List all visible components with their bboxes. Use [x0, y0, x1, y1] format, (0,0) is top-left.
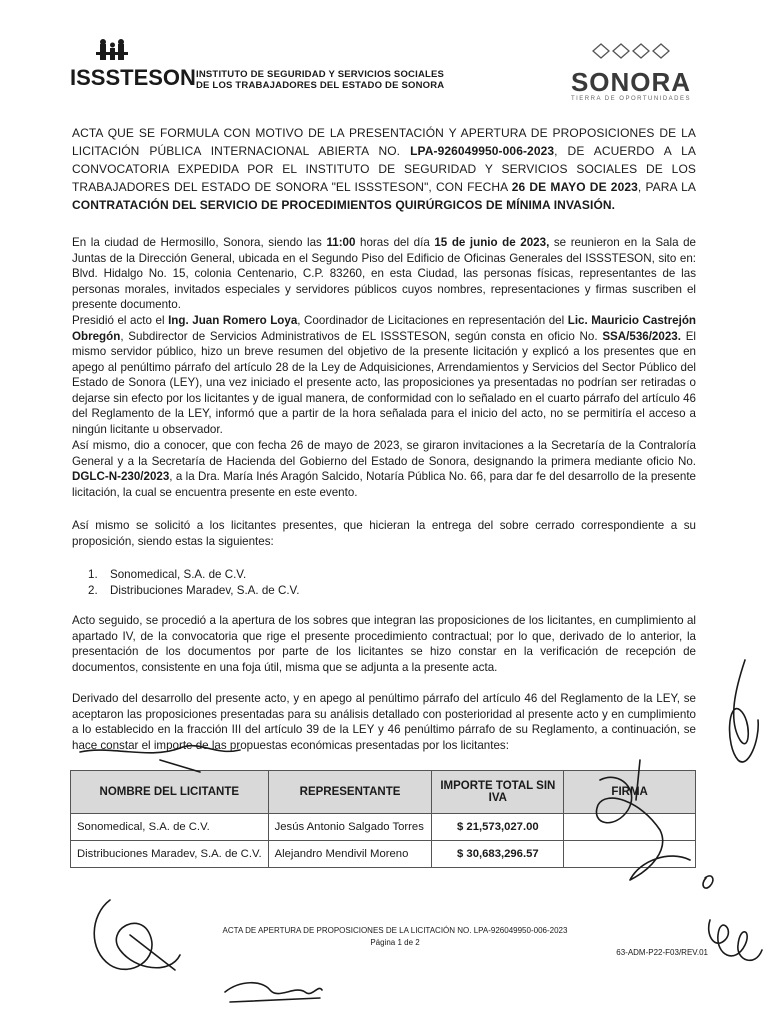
document-title: ACTA QUE SE FORMULA CON MOTIVO DE LA PRESENTACIÓN Y APERTURA DE PROPOSICIONES DE LA LICITACIÓN PÚBLICA INTERNACIONAL ABIERTA NO. LPA-926049950-006-2023, DE ACUERDO A LA CONVOCATORIA EXPEDIDA POR EL INSTITUTO DE SEGURIDAD Y SERVICIOS SOCIALES DE LOS TRABAJADORES DEL ESTADO DE SONORA "EL ISSSTESON", CON FECHA 26 DE MAYO DE 2023, PARA LA CONTRATACIÓN DEL SERVICIO DE PROCEDIMIENTOS QUIRÚRGICOS DE MÍNIMA INVASIÓN. — [72, 126, 696, 212]
column-header: IMPORTE TOTAL SIN IVA — [432, 771, 564, 814]
column-header: REPRESENTANTE — [268, 771, 432, 814]
document-code: 63-ADM-P22-F03/REV.01 — [616, 948, 708, 957]
list-item: 1. Sonomedical, S.A. de C.V. — [88, 568, 247, 581]
signature — [225, 983, 322, 994]
paragraph-1: En la ciudad de Hermosillo, Sonora, siendo las 11:00 horas del día 15 de junio de 2023, se reunieron en la Sala de Juntas de la Dirección General, ubicada en el Segundo Piso del Edificio de Oficinas Generales del ISSSTESON, sito en: Blvd. Hidalgo No. 15, colonia Centenario, C.P. 83260, en esta Ciudad, las personas físicas, representantes de las personas morales, invitados especiales y servidores públicos cuyos nombres, representaciones y firmas suscriben el presente documento. — [72, 236, 696, 311]
footer-title: ACTA DE APERTURA DE PROPOSICIONES DE LA LICITACIÓN NO. LPA-926049950-006-2023 — [222, 926, 568, 935]
signature — [709, 920, 762, 960]
signature — [94, 900, 180, 969]
paragraph-2: Presidió el acto el Ing. Juan Romero Loya, Coordinador de Licitaciones en representación del Lic. Mauricio Castrejón Obregón, Subdirector de Servicios Administrativos de EL ISSSTESON, según consta en oficio No. SSA/536/2023. El mismo servidor público, hizo un breve resumen del objetivo de la presente licitación y explicó a los presentes que en apego al penúltimo párrafo del artículo 28 de la Ley de Adquisiciones, Arrendamientos y Servicios del Sector Público del Estado de Sonora (LEY), una vez iniciado el presente acto, las proposiciones ya presentadas no podrían ser retiradas o dejarse sin efecto por los licitantes y de igual manera, de conformidad con lo señalado en el cuarto párrafo del artículo 46 del Reglamento de la LEY, informó que a partir de la hora señalada para el inicio del acto, no se permitiría el acceso a ningún licitante u observador. — [72, 314, 697, 436]
list-item: 2. Distribuciones Maradev, S.A. de C.V. — [88, 583, 300, 597]
footer — [200, 925, 590, 949]
signature — [596, 777, 690, 880]
bidder-name: Sonomedical, S.A. de C.V. — [71, 814, 269, 841]
paragraph-5: Acto seguido, se procedió a la apertura de los sobres que integran las proposiciones de los licitantes, en cumplimiento al apartado IV, de la convocatoria que rige el presente procedimiento contractual; por lo que, derivado de lo anterior, la presentación de los documentos por parte de los licitantes se hizo constar en la verificación de recepción de documentos, consistente en una foja útil, misma que se adjunta a la presente acta. — [72, 614, 696, 674]
paragraph-3: Así mismo, dio a conocer, que con fecha 26 de mayo de 2023, se giraron invitaciones a la Secretaría de la Contraloría General y a la Secretaría de Hacienda del Gobierno del Estado de Sonora, designando la primera mediante oficio No. DGLC-N-230/2023, a la Dra. María Inés Aragón Salcido, Notaría Pública No. 66, para dar fe del desarrollo de la presente licitación, la cual se encuentra presente en este evento. — [72, 439, 696, 499]
paragraph-6: Derivado del desarrollo del presente acto, y en apego al penúltimo párrafo del artículo 46 del Reglamento de la LEY, se aceptaron las proposiciones presentadas para su análisis detallado con posterioridad al presente acto y en cumplimiento a lo establecido en la fracción III del artículo 39 de la LEY y 46 penúltimo párrafo de su Reglamento, a continuación, se hace constar el importe de las propuestas económicas presentadas por los licitantes: — [72, 692, 696, 752]
signature — [730, 660, 759, 762]
signature — [160, 760, 200, 772]
bidder-name: Distribuciones Maradev, S.A. de C.V. — [71, 841, 269, 868]
org-line-1: INSTITUTO DE SEGURIDAD Y SERVICIOS SOCIALES — [196, 69, 445, 80]
bid-amount: $ 30,683,296.57 — [432, 841, 564, 868]
page-number: Página 1 de 2 — [370, 938, 420, 947]
signature — [703, 876, 713, 888]
signature — [636, 760, 640, 800]
signature — [80, 746, 240, 753]
column-header: NOMBRE DEL LICITANTE — [71, 771, 269, 814]
sonora-wordmark: SONORA — [570, 67, 692, 97]
sonora-tagline: TIERRA DE OPORTUNIDADES — [570, 96, 692, 102]
column-header: FIRMA — [564, 771, 696, 814]
svg-text:ISSSTESON: ISSSTESON — [70, 65, 196, 90]
bid-amount: $ 21,573,027.00 — [432, 814, 564, 841]
paragraph-4: Así mismo se solicitó a los licitantes presentes, que hicieran la entrega del sobre cerrado correspondiente a su proposición, siendo estas la siguientes: — [72, 519, 696, 548]
org-line-2: DE LOS TRABAJADORES DEL ESTADO DE SONORA — [196, 80, 445, 91]
bidder-representative: Jesús Antonio Salgado Torres — [268, 814, 432, 841]
bidder-representative: Alejandro Mendivil Moreno — [268, 841, 432, 868]
signature — [230, 998, 320, 1002]
signature — [130, 935, 175, 970]
